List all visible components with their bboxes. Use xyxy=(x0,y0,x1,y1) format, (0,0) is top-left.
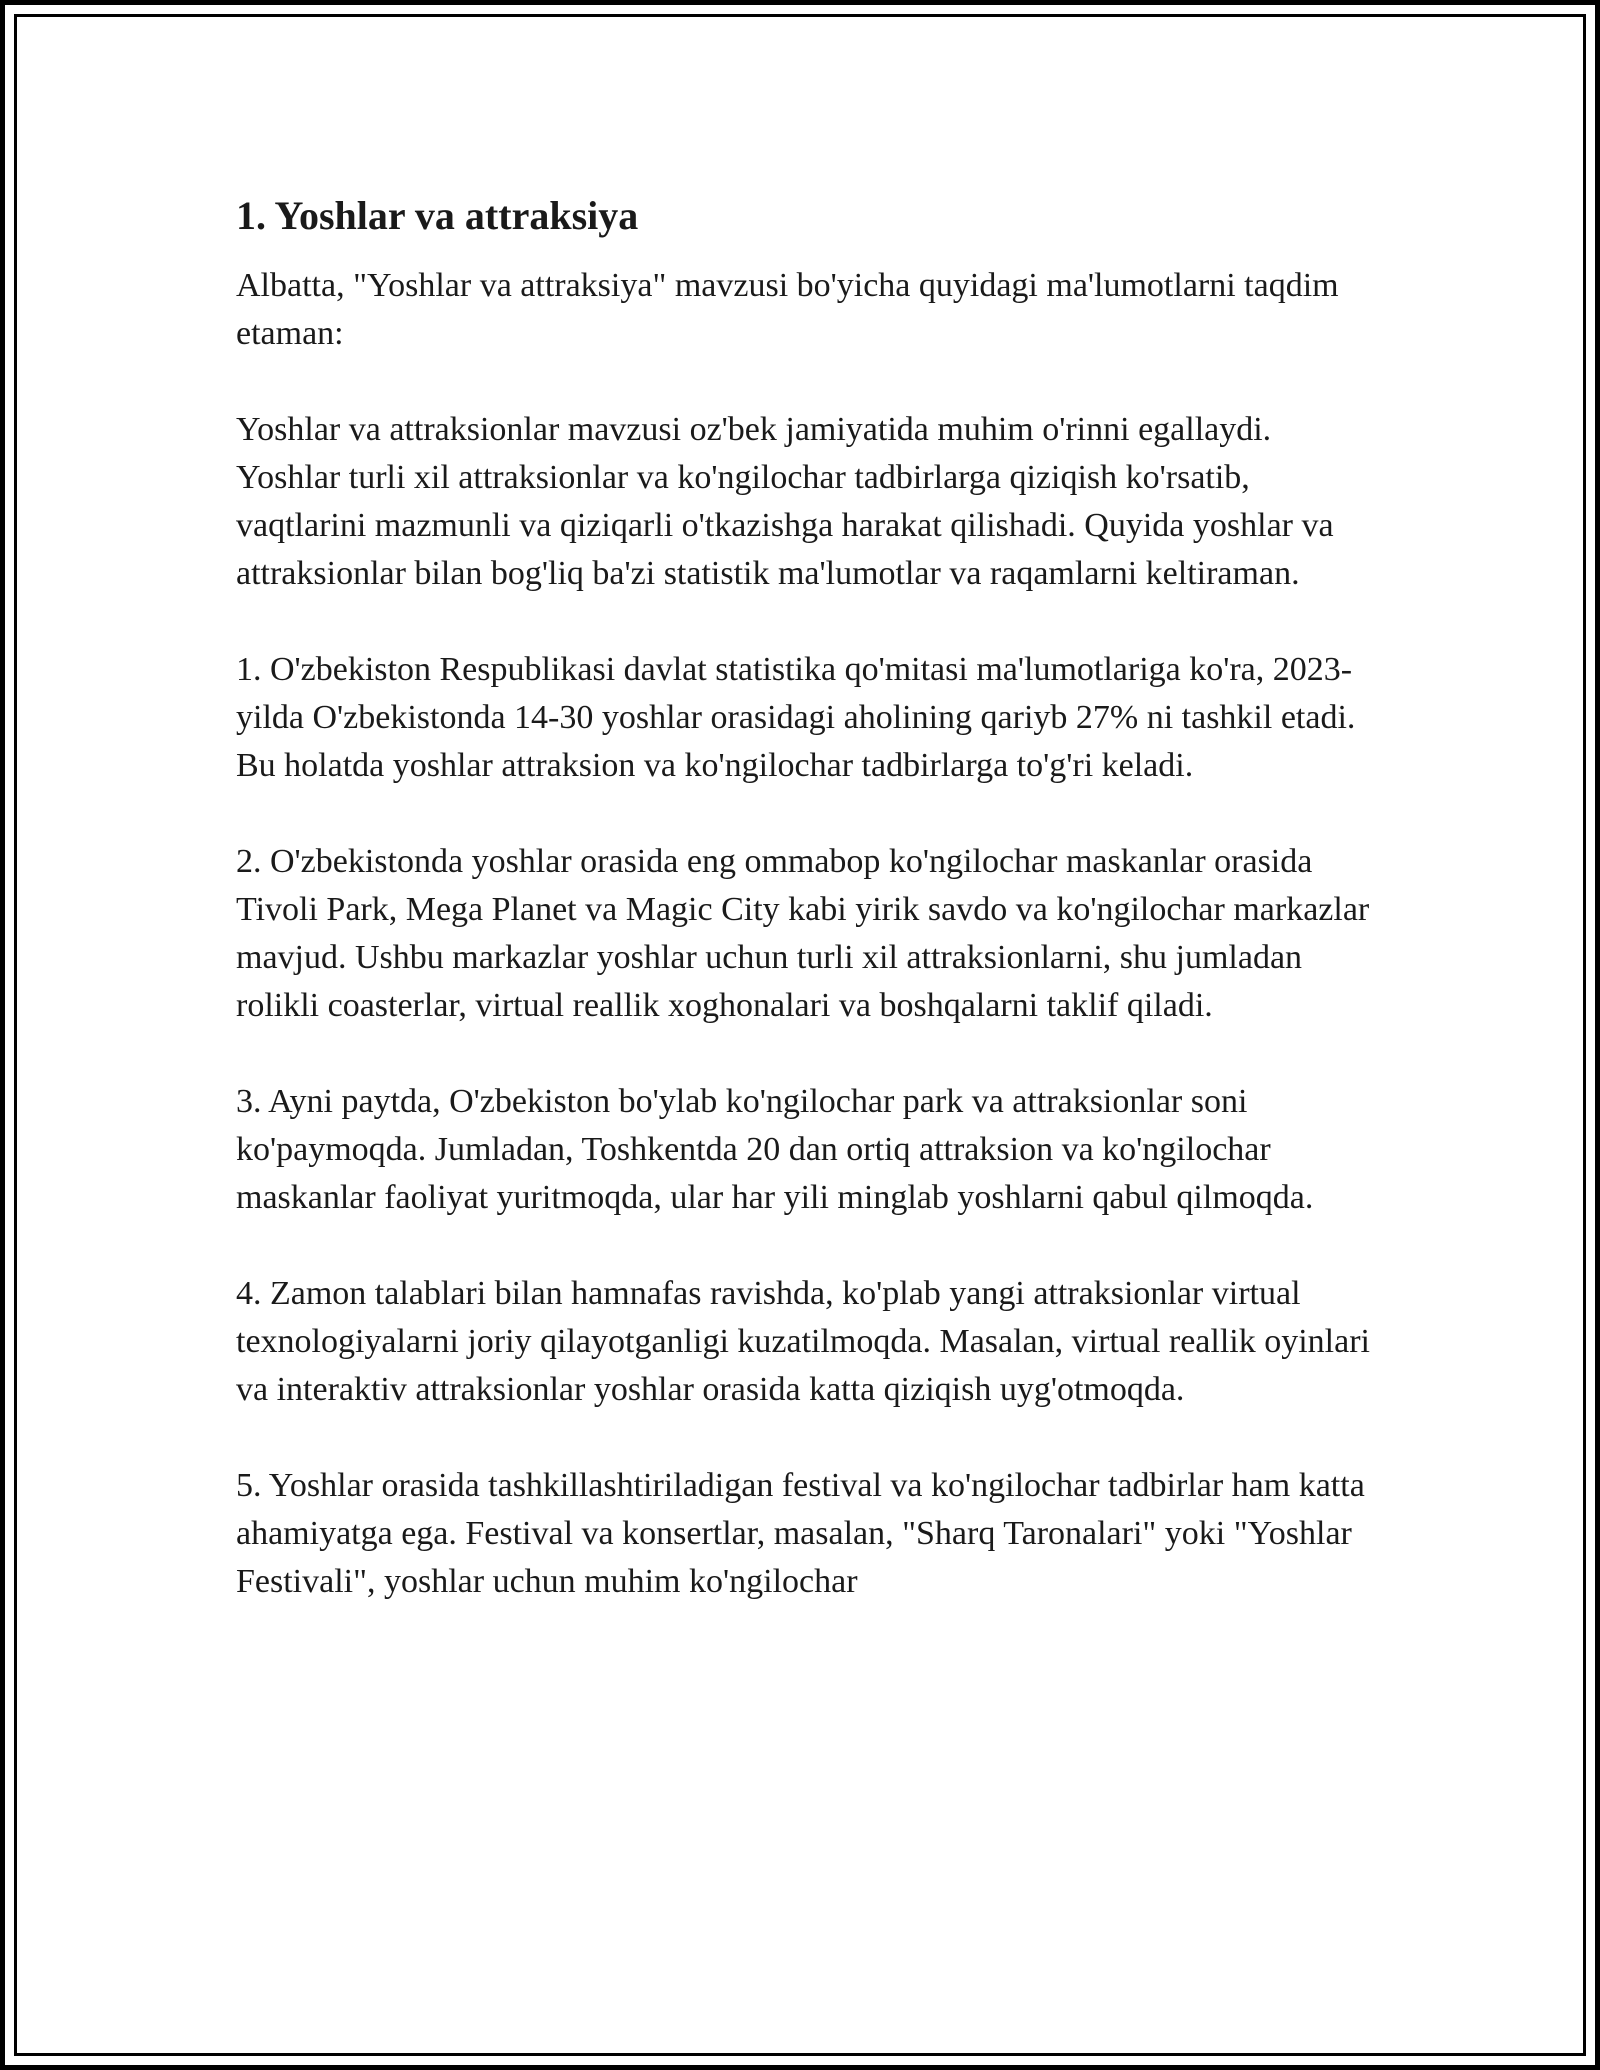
page-title: 1. Yoshlar va attraksiya xyxy=(236,193,639,238)
point-4-paragraph: 4. Zamon talablari bilan hamnafas ravishda, ko'plab yangi attraksionlar virtual texnologiyalarni joriy qilayotganligi kuzatilmoqda. Masalan, virtual reallik oyinlari va interaktiv attraksionlar yoshlar orasida katta qiziqish uyg'otmoqda. xyxy=(236,1275,1370,1408)
point-3-paragraph: 3. Ayni paytda, O'zbekiston bo'ylab ko'ngilochar park va attraksionlar soni ko'paymoqda. Jumladan, Toshkentda 20 dan ortiq attraksion va ko'ngilochar maskanlar faoliyat yuritmoqda, ular har yili minglab yoshlarni qabul qilmoqda. xyxy=(236,1083,1314,1216)
point-5-paragraph: 5. Yoshlar orasida tashkillashtiriladigan festival va ko'ngilochar tadbirlar ham katta ahamiyatga ega. Festival va konsertlar, masalan, "Sharq Taronalari" yoki "Yoshlar Festivali", yoshlar uchun muhim ko'ngilochar xyxy=(236,1467,1365,1600)
overview-paragraph: Yoshlar va attraksionlar mavzusi oz'bek jamiyatida muhim o'rinni egallaydi. Yoshlar turli xil attraksionlar va ko'ngilochar tadbirlarga qiziqish ko'rsatib, vaqtlarini mazmunli va qiziqarli o'tkazishga harakat qilishadi. Quyida yoshlar va attraksionlar bilan bog'liq ba'zi statistik ma'lumotlar va raqamlarni keltiraman. xyxy=(236,411,1334,592)
document-body xyxy=(236,262,1376,1606)
intro-paragraph: Albatta, "Yoshlar va attraksiya" mavzusi bo'yicha quyidagi ma'lumotlarni taqdim etaman: xyxy=(236,267,1339,352)
point-1-paragraph: 1. O'zbekiston Respublikasi davlat statistika qo'mitasi ma'lumotlariga ko'ra, 2023-yilda O'zbekistonda 14-30 yoshlar orasidagi aholining qariyb 27% ni tashkil etadi. Bu holatda yoshlar attraksion va ko'ngilochar tadbirlarga to'g'ri keladi. xyxy=(236,651,1356,784)
point-2-paragraph: 2. O'zbekistonda yoshlar orasida eng ommabop ko'ngilochar maskanlar orasida Tivoli Park, Mega Planet va Magic City kabi yirik savdo va ko'ngilochar markazlar mavjud. Ushbu markazlar yoshlar uchun turli xil attraksionlarni, shu jumladan rolikli coasterlar, virtual reallik xoghonalari va boshqalarni taklif qiladi. xyxy=(236,843,1370,1024)
document-content xyxy=(236,188,1376,1606)
